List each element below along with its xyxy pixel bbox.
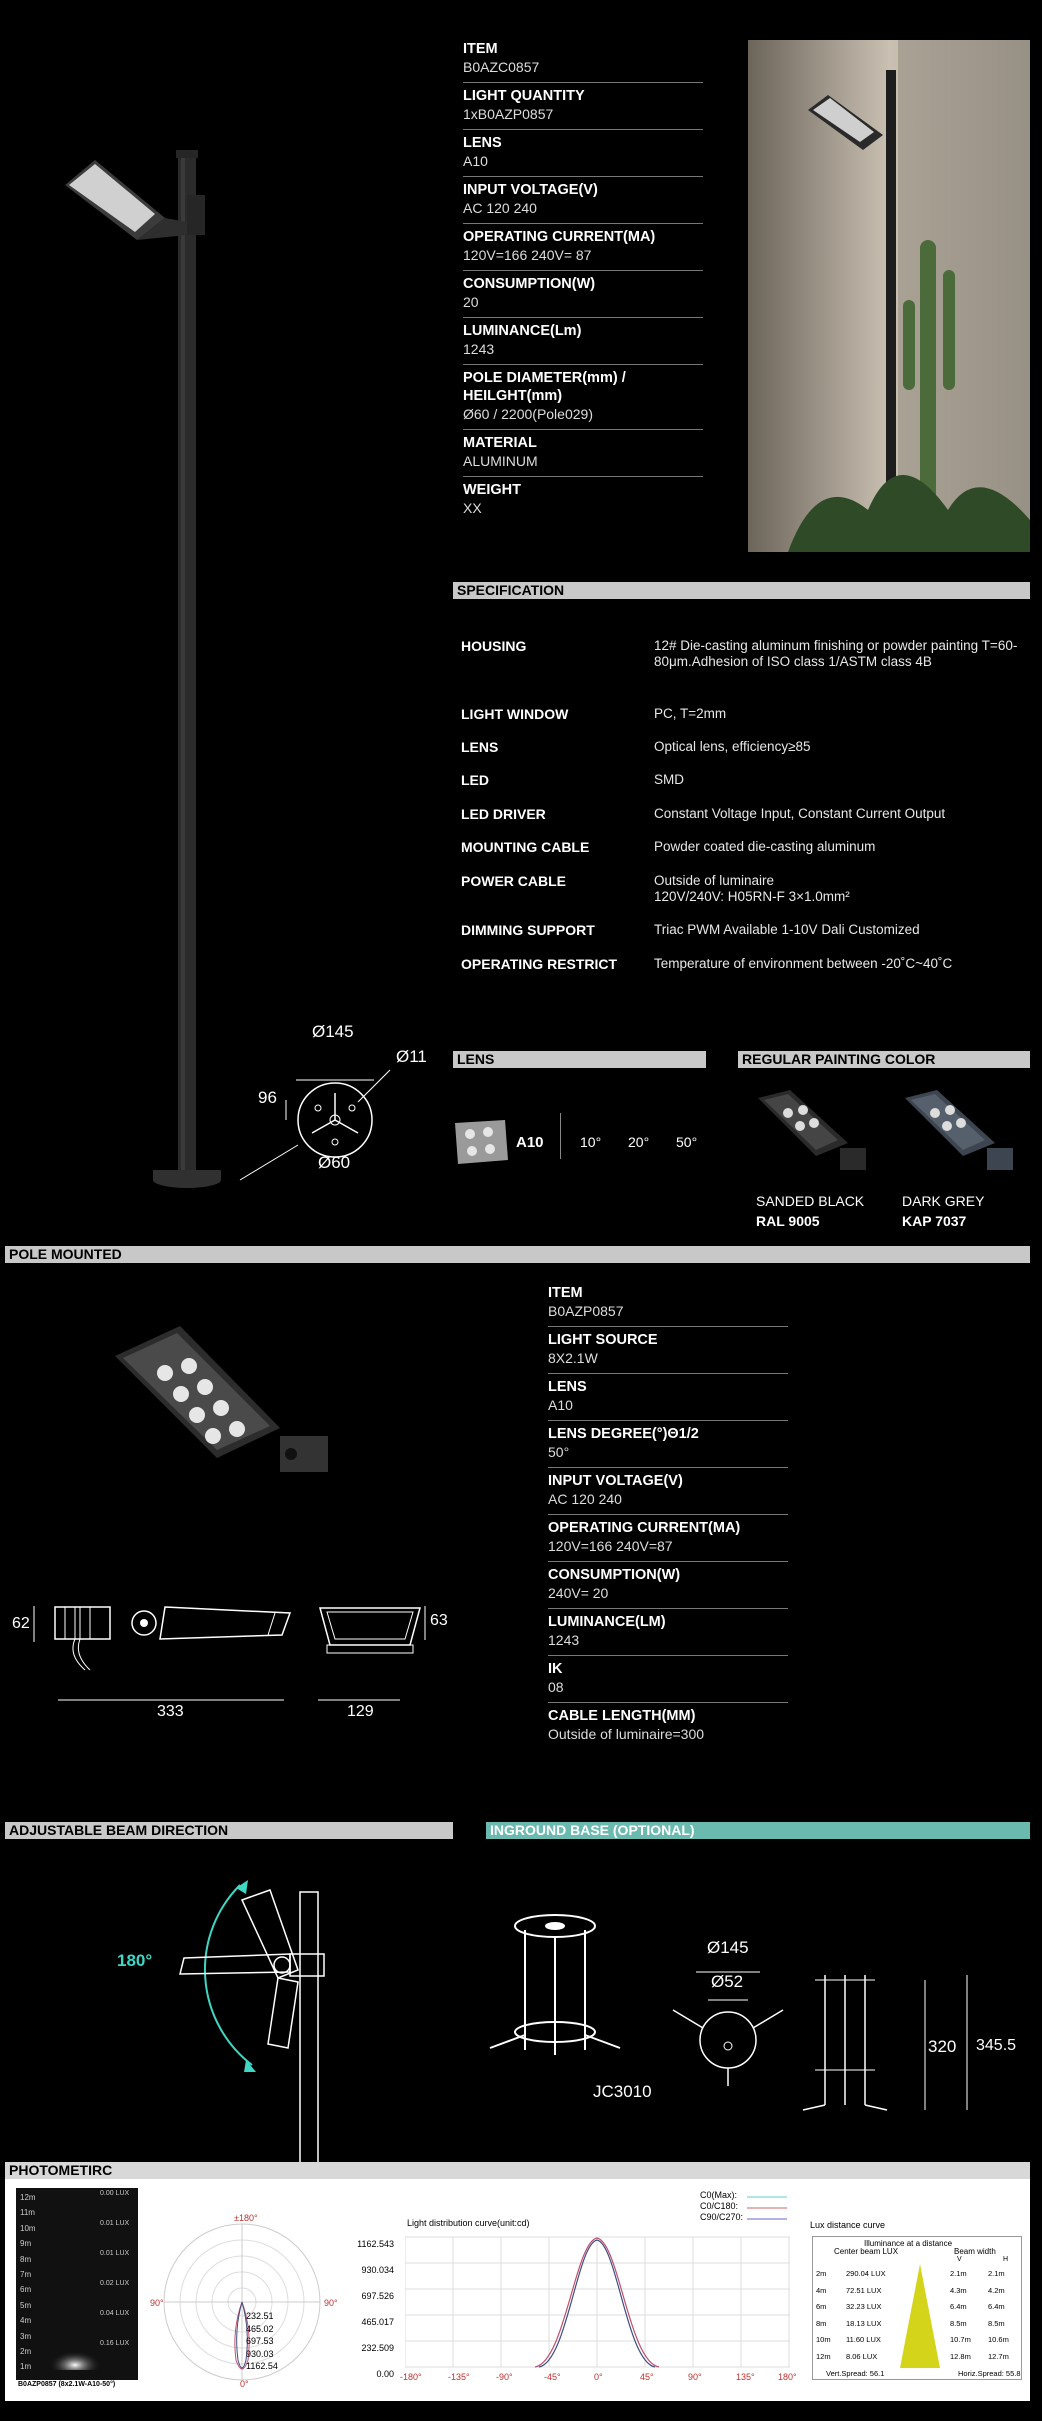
specification-header: SPECIFICATION — [453, 582, 1030, 599]
spec-label: LED — [461, 772, 489, 788]
lens-header: LENS — [453, 1051, 706, 1068]
attr-row: ITEM B0AZC0857 — [463, 36, 703, 83]
spec-label: LIGHT WINDOW — [461, 706, 569, 722]
sanded-black-swatch — [748, 1088, 873, 1183]
lens-divider — [560, 1113, 561, 1159]
lux-table-rows — [816, 2266, 1021, 2365]
spec-value: Temperature of environment between -20˚C~40˚C — [654, 956, 953, 971]
product-attributes — [463, 36, 703, 523]
color-code: KAP 7037 — [902, 1213, 967, 1229]
spec-label: DIMMING SUPPORT — [461, 922, 595, 938]
attr-row: LUMINANCE(LM) 1243 — [548, 1609, 788, 1656]
inground-header: INGROUND BASE (OPTIONAL) — [486, 1822, 1030, 1839]
attr-row: LENS DEGREE(°)Θ1/2 50° — [548, 1421, 788, 1468]
light-distribution-curve — [405, 2232, 790, 2372]
polar-bottom-label: 0° — [240, 2379, 249, 2389]
base-height-96: 96 — [258, 1088, 277, 1107]
spec-label: POWER CABLE — [461, 873, 566, 889]
lens-module-image — [450, 1118, 510, 1168]
curve-title: Light distribution curve(unit:cd) — [407, 2218, 530, 2228]
pole-mounted-front-drawing — [315, 1603, 425, 1658]
lux-row: 4m 72.51 LUX 4.3m 4.2m — [816, 2285, 1005, 2295]
curve-legend: C0(Max): C0/C180: C90/C270: — [700, 2190, 744, 2222]
dim-62: 62 — [12, 1615, 30, 1632]
curve-legend-lines — [745, 2193, 790, 2228]
inground-diameter-52: Ø52 — [711, 1972, 744, 1991]
lux-table-col2: Beam width — [954, 2247, 996, 2256]
inground-height-3455: 345.5 — [976, 2037, 1017, 2054]
attr-row: MATERIAL ALUMINUM — [463, 430, 703, 477]
inground-side-view — [795, 1970, 985, 2115]
dim-333: 333 — [157, 1703, 184, 1720]
lux-row: 12m 8.06 LUX 12.8m 12.7m — [816, 2351, 1009, 2361]
lux-row: 8m 18.13 LUX 8.5m 8.5m — [816, 2318, 1005, 2328]
attr-row: LENS A10 — [548, 1374, 788, 1421]
base-hole-11: Ø11 — [396, 1047, 427, 1066]
dim-129: 129 — [347, 1703, 374, 1720]
dim-63: 63 — [430, 1612, 448, 1629]
curve-yticks: 1162.543 930.034 697.526 465.017 232.509 0.00 — [357, 2239, 394, 2379]
adjustable-header: ADJUSTABLE BEAM DIRECTION — [5, 1822, 453, 1839]
pole-mounted-luminaire-image — [105, 1318, 335, 1493]
inground-base-3d — [485, 1900, 635, 2070]
spec-label: LED DRIVER — [461, 806, 546, 822]
painting-header: REGULAR PAINTING COLOR — [738, 1051, 1030, 1068]
photometric-header: PHOTOMETIRC — [5, 2162, 1030, 2179]
attr-row: LIGHT SOURCE 8X2.1W — [548, 1327, 788, 1374]
attr-row: INPUT VOLTAGE(V) AC 120 240 — [548, 1468, 788, 1515]
attr-row: LIGHT QUANTITY 1xB0AZP0857 — [463, 83, 703, 130]
lux-row: 2m 290.04 LUX 2.1m 2.1m — [816, 2269, 1005, 2278]
lux-table-v: V — [957, 2256, 962, 2263]
attr-row: INPUT VOLTAGE(V) AC 120 240 — [463, 177, 703, 224]
polar-left-label: 90° — [150, 2298, 164, 2308]
attr-row: OPERATING CURRENT(MA) 120V=166 240V=87 — [548, 1515, 788, 1562]
distance-light-cone — [45, 2330, 105, 2370]
inground-model: JC3010 — [593, 2082, 652, 2101]
pole-mounted-header: POLE MOUNTED — [5, 1246, 1030, 1263]
inground-diameter-145: Ø145 — [707, 1938, 749, 1957]
distance-chart-caption: B0AZP0857 (8x2.1W-A10-50°) — [18, 2381, 116, 2388]
spec-label: HOUSING — [461, 638, 527, 654]
polar-top-label: ±180° — [234, 2213, 258, 2223]
spec-value: PC, T=2mm — [654, 706, 727, 721]
lux-table-header: Illuminance at a distance — [864, 2239, 953, 2248]
lens-angle: 20° — [628, 1134, 650, 1150]
inground-height-320: 320 — [928, 2037, 957, 2056]
spec-label: OPERATING RESTRICT — [461, 956, 618, 972]
lux-vert-spread: Vert.Spread: 56.1 — [826, 2369, 885, 2378]
attr-row: LENS A10 — [463, 130, 703, 177]
lux-table-h: H — [1003, 2256, 1009, 2263]
spec-value: SMD — [654, 772, 684, 787]
spec-label: MOUNTING CABLE — [461, 839, 590, 855]
dark-grey-swatch — [895, 1088, 1020, 1183]
color-name: SANDED BLACK — [756, 1193, 865, 1209]
attr-row: POLE DIAMETER(mm) / HEILGHT(mm) Ø60 / 2200(Pole029) — [463, 365, 703, 430]
distance-labels: 12m 11m 10m 9m 8m 7m 6m 5m 4m 3m 2m 1m — [20, 2193, 36, 2372]
attr-row: OPERATING CURRENT(MA) 120V=166 240V= 87 — [463, 224, 703, 271]
lux-horiz-spread: Horiz.Spread: 55.8 — [958, 2369, 1021, 2378]
spec-value: Outside of luminaire 120V/240V: H05RN-F 3×1.0mm² — [654, 873, 850, 904]
lux-row: 10m 11.60 LUX 10.7m 10.6m — [816, 2335, 1009, 2344]
polar-values: 232.51 465.02 697.53 930.03 1162.54 — [246, 2311, 278, 2371]
base-diameter-145: Ø145 — [312, 1022, 354, 1041]
spec-value: 12# Die-casting aluminum finishing or powder painting T=60-80μm.Adhesion of ISO class 1/ASTM class 4B — [654, 638, 1018, 669]
lux-table-col1: Center beam LUX — [834, 2247, 899, 2256]
attr-row: WEIGHT XX — [463, 482, 521, 516]
attr-row: CONSUMPTION(W) 20 — [463, 271, 703, 318]
beam-angle-label: 180° — [117, 1951, 153, 1970]
lux-table-title: Lux distance curve — [810, 2220, 886, 2230]
attr-row: ITEM B0AZP0857 — [548, 1280, 788, 1327]
lens-name: A10 — [516, 1134, 544, 1151]
polar-right-label: 90° — [324, 2298, 338, 2308]
spec-label: LENS — [461, 739, 499, 755]
attr-row: IK 08 — [548, 1656, 788, 1703]
attr-row: LUMINANCE(Lm) 1243 — [463, 318, 703, 365]
adjustable-beam-diagram — [150, 1850, 350, 2170]
color-name: DARK GREY — [902, 1193, 985, 1209]
spec-value: Triac PWM Available 1-10V Dali Customized — [654, 922, 920, 937]
pole-mounted-attributes — [548, 1280, 788, 1749]
attr-row: CABLE LENGTH(MM) Outside of luminaire=300 — [548, 1708, 705, 1742]
spec-value: Powder coated die-casting aluminum — [654, 839, 876, 854]
spec-value: Optical lens, efficiency≥85 — [654, 739, 811, 754]
curve-xticks: -180° -135° -90° -45° 0° 45° 90° 135° 180° — [400, 2372, 797, 2382]
spec-value: Constant Voltage Input, Constant Current Output — [654, 806, 946, 821]
scene-photo — [748, 40, 1030, 552]
polar-diagram — [160, 2220, 325, 2385]
base-pole-60: Ø60 — [318, 1153, 351, 1172]
lens-angle: 50° — [676, 1134, 698, 1150]
color-code: RAL 9005 — [756, 1213, 820, 1229]
pole-luminaire-image — [55, 140, 255, 1200]
attr-row: CONSUMPTION(W) 240V= 20 — [548, 1562, 788, 1609]
lux-row: 6m 32.23 LUX 6.4m 6.4m — [816, 2302, 1005, 2311]
lens-angle: 10° — [580, 1134, 602, 1150]
